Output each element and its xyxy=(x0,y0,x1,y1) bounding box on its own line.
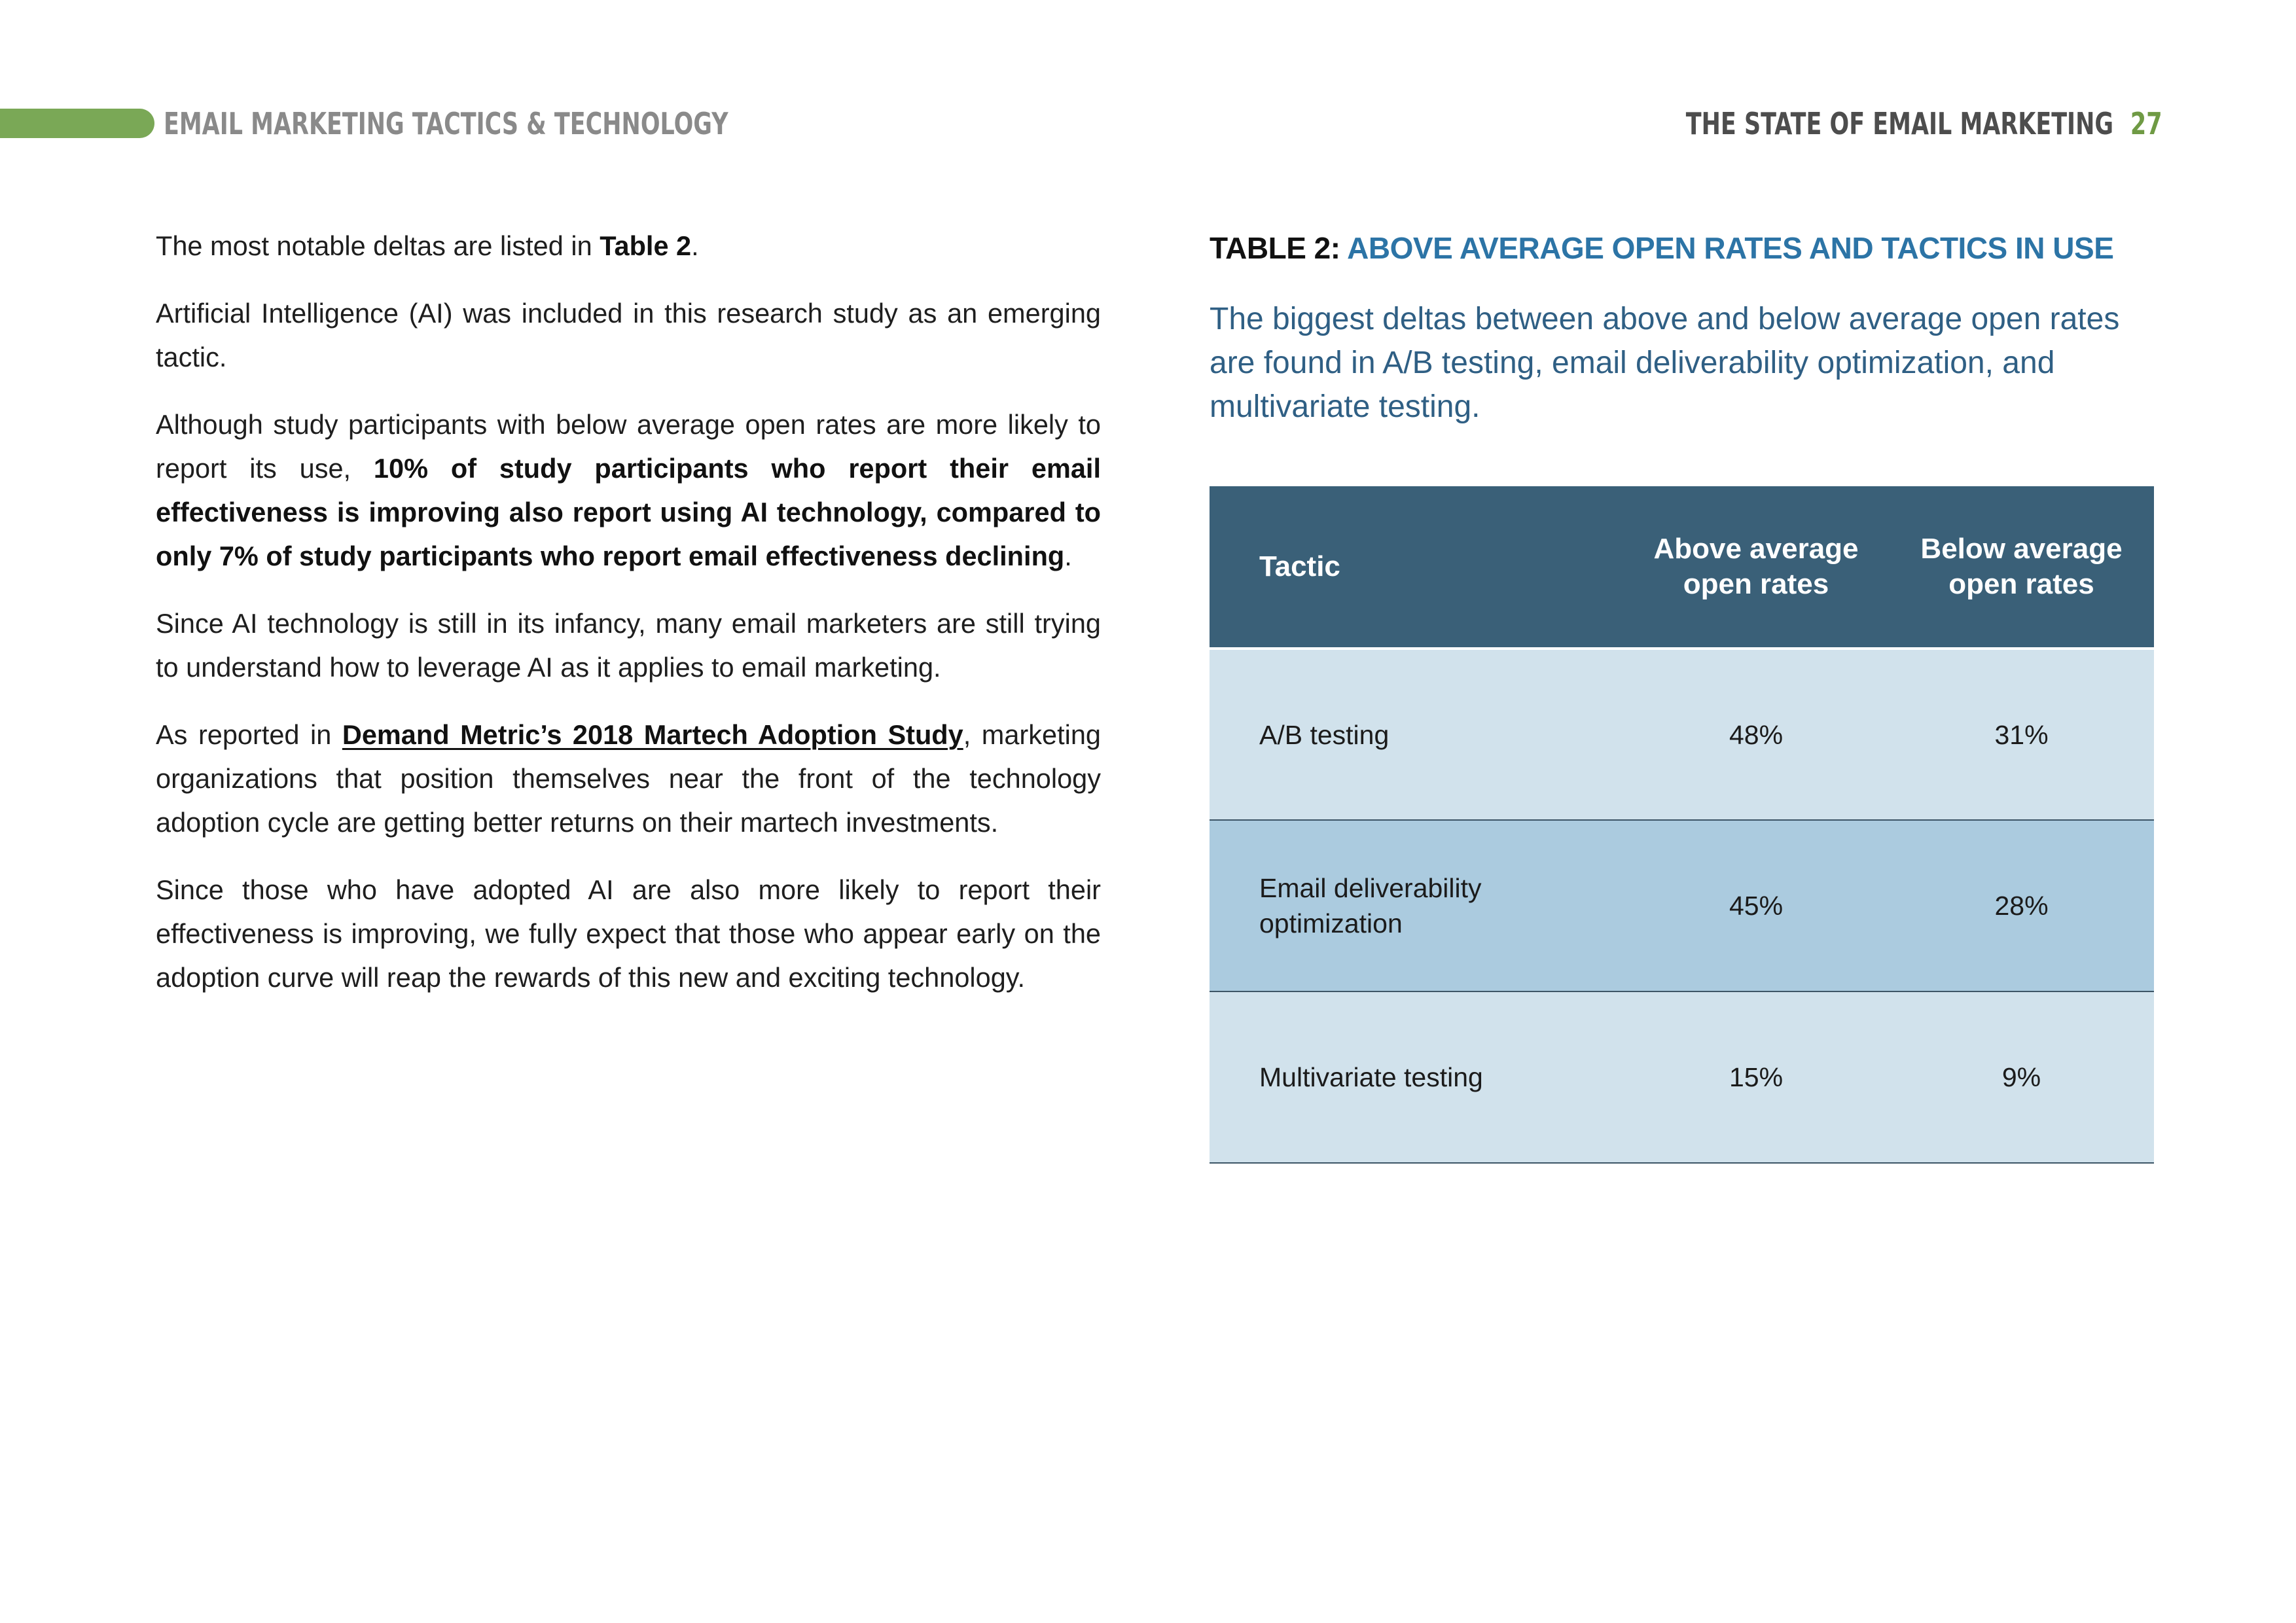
paragraph-3: Although study participants with below average open rates are more likely to report its use, 10% of study participants who report their email effectiveness is improving also report using AI technology, compared to only 7% of study participants who report email effectiveness declining. xyxy=(156,409,1101,571)
below-average-cell: 31% xyxy=(1889,649,2154,820)
tactic-cell: Email deliverability optimization xyxy=(1210,820,1623,991)
above-average-cell: 45% xyxy=(1623,820,1889,991)
paragraph-6: Since those who have adopted AI are also more likely to report their effectiveness is improving, we fully expect that those who appear early on the adoption curve will reap the rewards of this new and exciting technology. xyxy=(156,874,1101,993)
column-header-above: Above average open rates xyxy=(1623,486,1889,649)
table-row xyxy=(1210,649,2154,820)
below-average-cell: 9% xyxy=(1889,991,2154,1163)
martech-study-link[interactable]: Demand Metric’s 2018 Martech Adoption Study xyxy=(342,719,963,750)
page-number: 27 xyxy=(2130,106,2162,141)
paragraph-1: The most notable deltas are listed in Table 2. xyxy=(156,230,699,261)
tactics-table xyxy=(1210,486,2154,1164)
table-reference: Table 2 xyxy=(600,230,692,261)
report-title-block xyxy=(1686,102,2162,145)
section-title: EMAIL MARKETING TACTICS & TECHNOLOGY xyxy=(164,106,728,141)
tactic-cell: Multivariate testing xyxy=(1210,991,1623,1163)
below-average-cell: 28% xyxy=(1889,820,2154,991)
key-finding: 10% of study participants who report their email effectiveness is improving also report using AI technology, compared to only 7% of study participants who report email effectiveness declining xyxy=(156,453,1101,571)
paragraph-2: Artificial Intelligence (AI) was included in this research study as an emerging tactic. xyxy=(156,298,1101,372)
table-row xyxy=(1210,820,2154,991)
column-header-below: Below average open rates xyxy=(1889,486,2154,649)
report-title: THE STATE OF EMAIL MARKETING xyxy=(1686,106,2114,141)
above-average-cell: 15% xyxy=(1623,991,1889,1163)
table-label: TABLE 2: xyxy=(1210,231,1340,265)
header-accent-bar xyxy=(0,109,154,138)
table-title-text: ABOVE AVERAGE OPEN RATES AND TACTICS IN USE xyxy=(1347,231,2114,265)
table-row xyxy=(1210,991,2154,1163)
table-title xyxy=(1210,228,2152,268)
body-text-column xyxy=(156,224,1101,1023)
tactic-cell: A/B testing xyxy=(1210,649,1623,820)
paragraph-5: As reported in Demand Metric’s 2018 Martech Adoption Study, marketing organizations that position themselves near the front of the technology adoption cycle are getting better returns on their martech investments. xyxy=(156,719,1101,838)
column-header-tactic: Tactic xyxy=(1210,486,1623,649)
table-subtitle: The biggest deltas between above and below average open rates are found in A/B testing, email deliverability optimization, and multivariate testing. xyxy=(1210,302,2120,424)
paragraph-4: Since AI technology is still in its infancy, many email marketers are still trying to understand how to leverage AI as it applies to email marketing. xyxy=(156,608,1101,683)
table-header-row xyxy=(1210,486,2154,649)
above-average-cell: 48% xyxy=(1623,649,1889,820)
